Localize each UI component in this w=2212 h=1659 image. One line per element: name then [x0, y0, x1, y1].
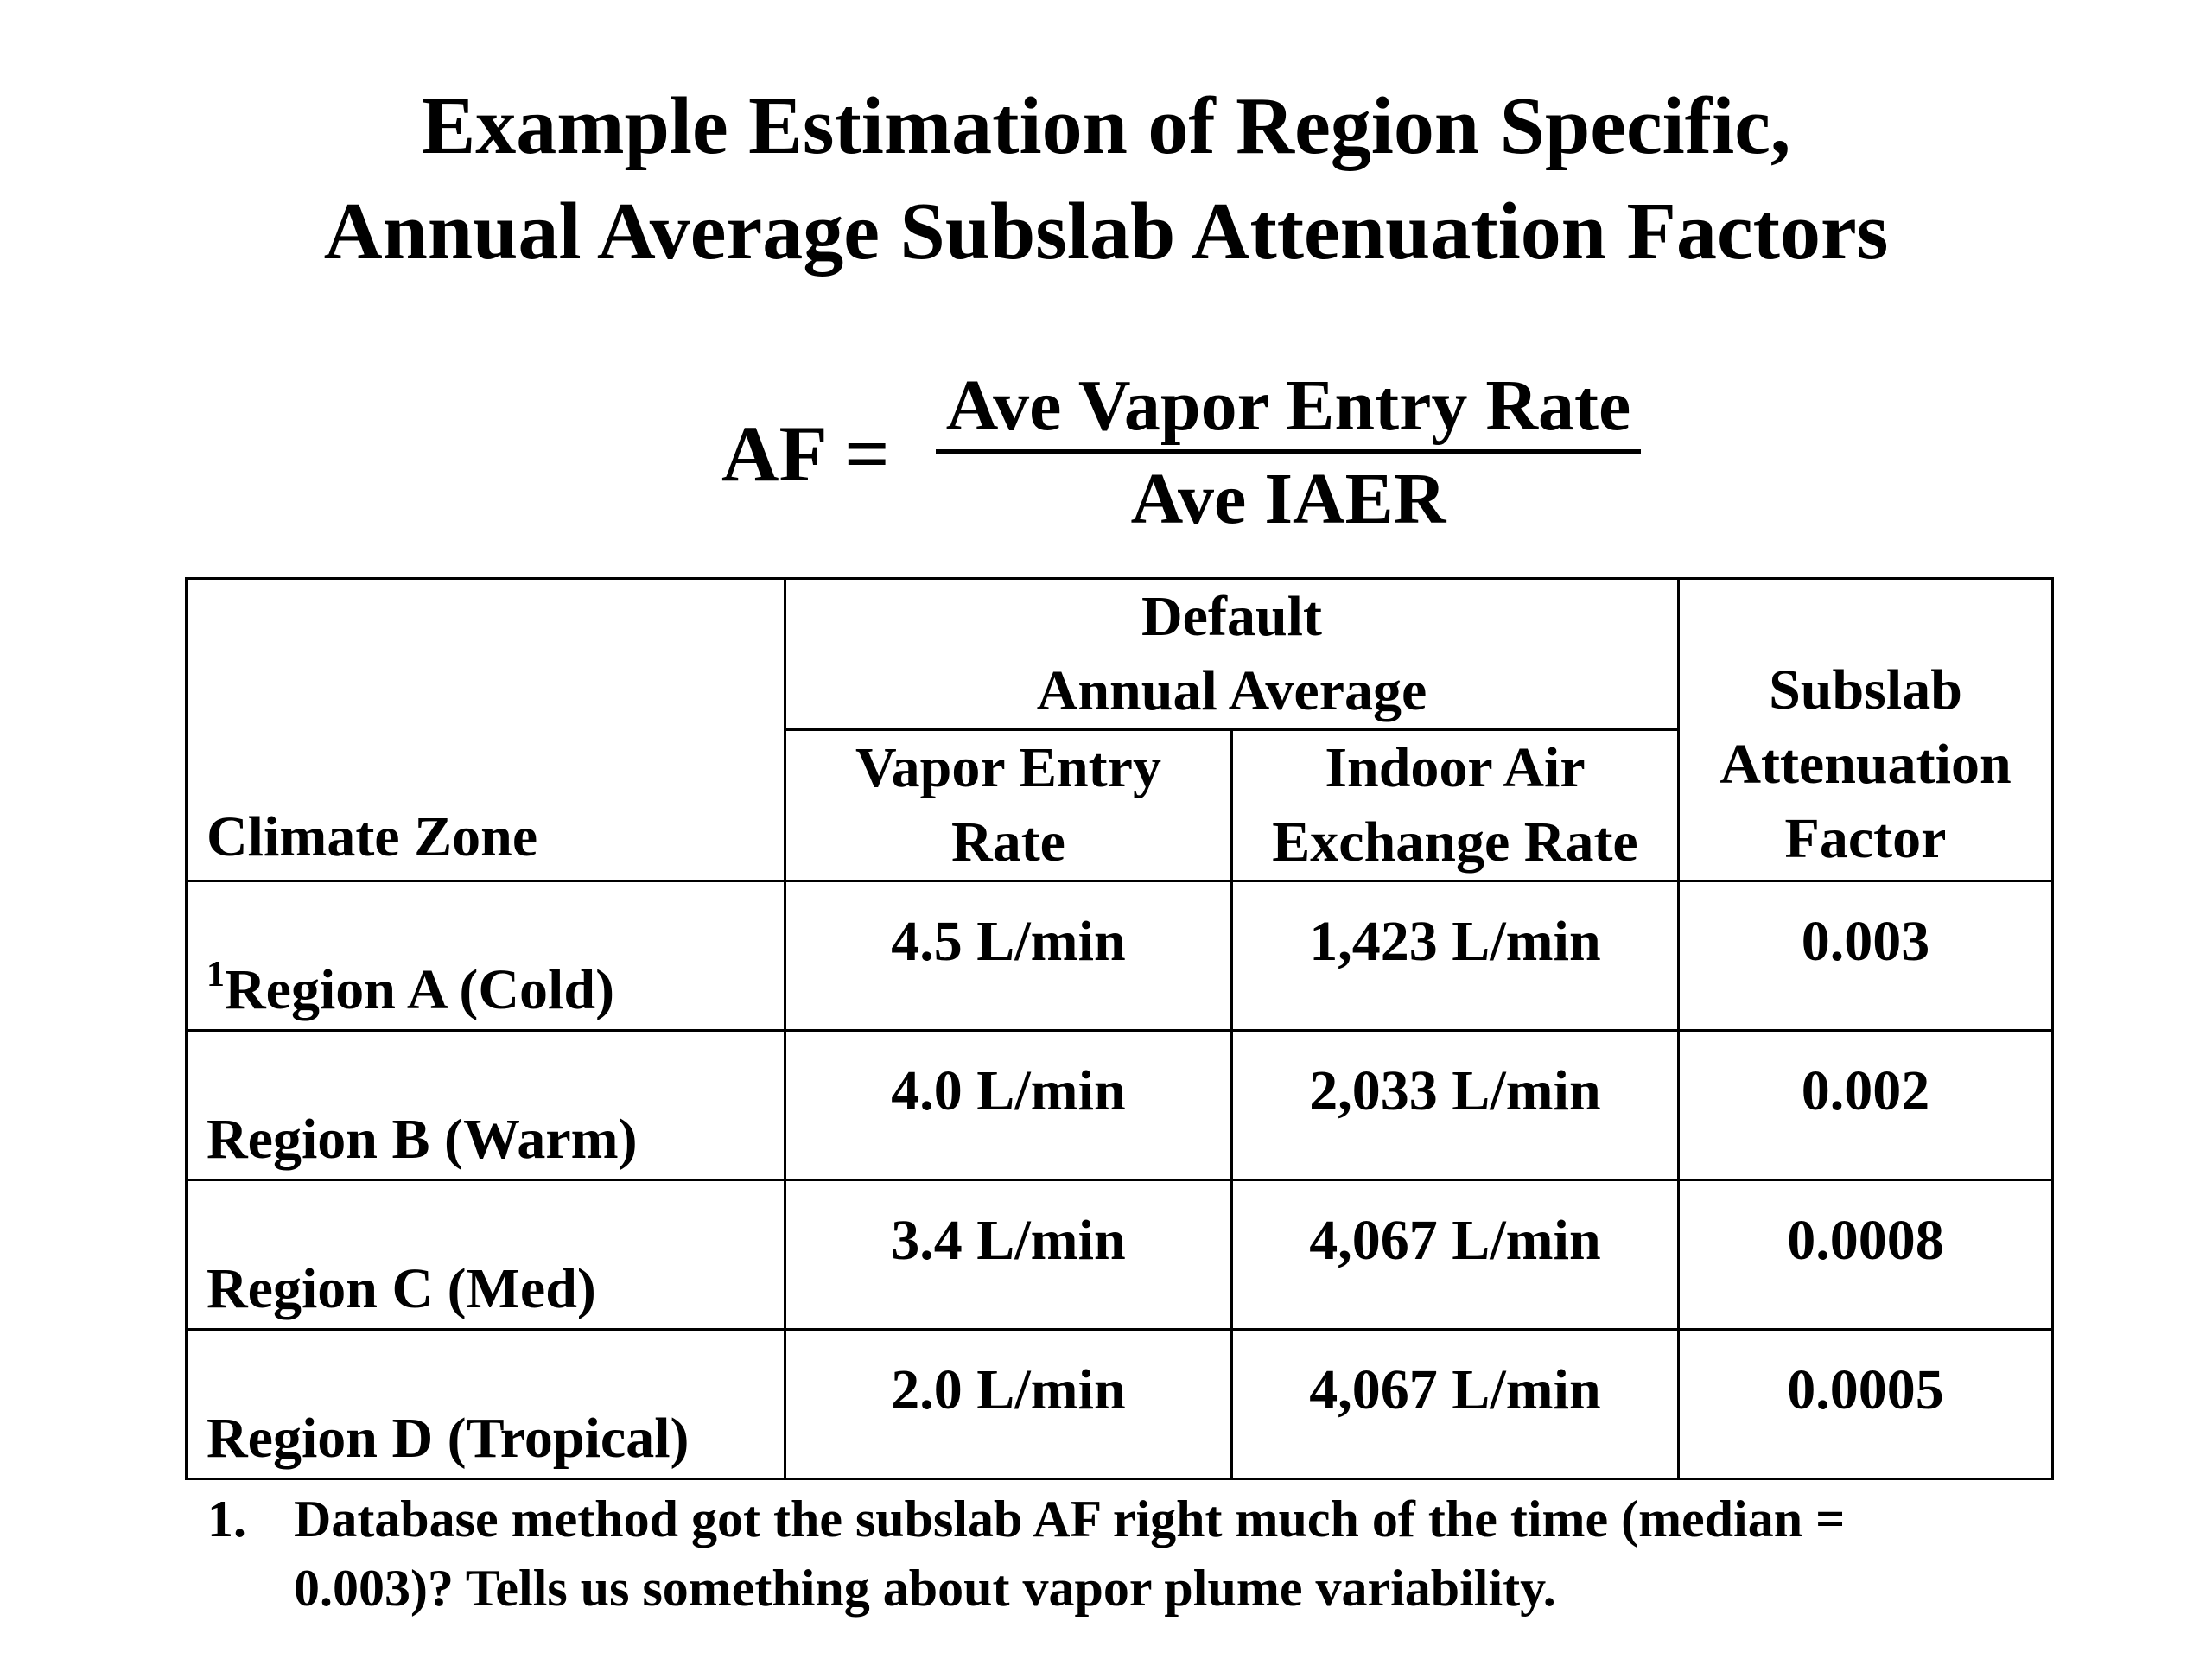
row-indoor-air-exchange-rate: 4,067 L/min [1232, 1180, 1679, 1330]
table-header-row-1 [187, 579, 2053, 730]
note-number: 1. [207, 1491, 246, 1548]
row-indoor-air-exchange-rate: 2,033 L/min [1232, 1031, 1679, 1180]
notes-list [207, 1484, 2039, 1623]
row-climate-zone: Region C (Med) [187, 1180, 785, 1330]
header-vapor-line-1: Vapor Entry [855, 736, 1161, 799]
header-af-line-3: Factor [1784, 807, 1947, 870]
row-zone-label: Region A (Cold) [225, 958, 615, 1021]
header-iaer-line-1: Indoor Air [1325, 736, 1586, 799]
attenuation-factor-formula [721, 363, 1672, 544]
row-attenuation-factor: 0.003 [1679, 881, 2053, 1031]
note-line-1: Database method got the subslab AF right much of the time (median = [294, 1491, 1846, 1548]
row-vapor-entry-rate: 4.0 L/min [785, 1031, 1232, 1180]
formula-denominator: Ave IAER [1130, 459, 1446, 539]
header-af-line-1: Subslab [1769, 658, 1962, 721]
row-climate-zone: Region D (Tropical) [187, 1330, 785, 1479]
header-vapor-line-2: Rate [951, 810, 1065, 874]
title-line-1: Example Estimation of Region Specific, [421, 81, 1791, 171]
row-indoor-air-exchange-rate: 4,067 L/min [1232, 1330, 1679, 1479]
header-default-line-1: Default [1141, 585, 1322, 648]
header-iaer-line-2: Exchange Rate [1272, 810, 1638, 874]
note-line-2: 0.003)? Tells us something about vapor plume variability. [294, 1560, 1556, 1617]
header-indoor-air-exchange-rate [1232, 730, 1679, 881]
title-line-2: Annual Average Subslab Attenuation Factors [323, 187, 1889, 276]
header-vapor-entry-rate [785, 730, 1232, 881]
table-row [187, 881, 2053, 1031]
formula-numerator: Ave Vapor Entry Rate [936, 363, 1641, 454]
header-subslab-af [1679, 579, 2053, 881]
attenuation-factor-table [185, 577, 2054, 1480]
header-af-line-2: Attenuation [1719, 733, 2012, 796]
row-climate-zone: Region B (Warm) [187, 1031, 785, 1180]
row-vapor-entry-rate: 3.4 L/min [785, 1180, 1232, 1330]
row-climate-zone [187, 881, 785, 1031]
header-climate-zone: Climate Zone [187, 579, 785, 881]
table-row [187, 1330, 2053, 1479]
formula-fraction [936, 363, 1641, 543]
note-item [207, 1484, 2039, 1623]
header-default-line-2: Annual Average [1036, 659, 1427, 722]
row-attenuation-factor: 0.0005 [1679, 1330, 2053, 1479]
slide-title [0, 73, 2212, 284]
formula-lhs: AF = [721, 410, 890, 498]
row-indoor-air-exchange-rate: 1,423 L/min [1232, 881, 1679, 1031]
row-attenuation-factor: 0.0008 [1679, 1180, 2053, 1330]
row-vapor-entry-rate: 4.5 L/min [785, 881, 1232, 1031]
table-row [187, 1180, 2053, 1330]
table-row [187, 1031, 2053, 1180]
row-attenuation-factor: 0.002 [1679, 1031, 2053, 1180]
row-vapor-entry-rate: 2.0 L/min [785, 1330, 1232, 1479]
footnote-marker: 1 [207, 955, 225, 995]
header-default-annual-average [785, 579, 1679, 730]
